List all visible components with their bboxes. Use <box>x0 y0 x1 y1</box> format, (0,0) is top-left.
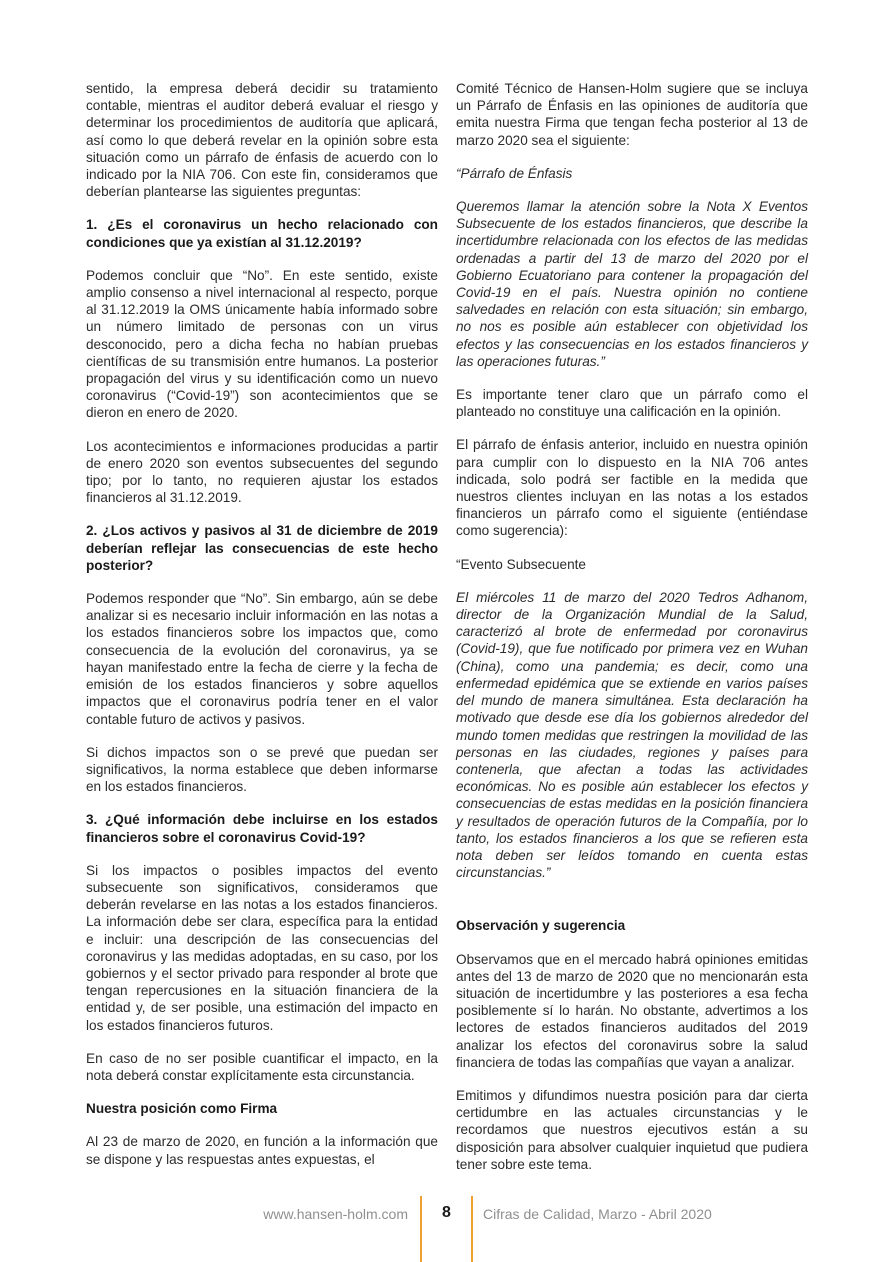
paragraph: Al 23 de marzo de 2020, en función a la información que se dispone y las respuestas antes expuestas, el <box>86 1134 438 1167</box>
paragraph: En caso de no ser posible cuantificar el impacto, en la nota deberá constar explícitamente esta circunstancia. <box>86 1050 438 1083</box>
paragraph: Comité Técnico de Hansen-Holm sugiere que se incluya un Párrafo de Énfasis en las opiniones de auditoría que emita nuestra Firma que tengan fecha posterior al 13 de marzo 2020 sea el siguiente: <box>456 81 808 148</box>
paragraph: Podemos concluir que “No”. En este sentido, existe amplio consenso a nivel internacional al respecto, porque al 31.12.2019 la OMS únicamente había informado sobre un número limitado de personas con un virus desconocido, pero a dicha fecha no habían pruebas científicas de su transmisión entre humanos. La posterior propagación del virus y su identificación como un nuevo coronavirus (“Covid-19”) son acontecimientos que se dieron en enero de 2020. <box>86 267 438 421</box>
website-link[interactable]: www.hansen-holm.com <box>263 1206 408 1222</box>
paragraph: sentido, la empresa deberá decidir su tratamiento contable, mientras el auditor deberá evaluar el riesgo y determinar los procedimientos de auditoría que aplicará, así como lo que deberá revelar en la opinión sobre esta situación como un párrafo de énfasis de acuerdo con lo indicado por la NIA 706. Con este fin, consideramos que deberían plantearse las siguientes preguntas: <box>86 81 438 200</box>
paragraph: Es importante tener claro que un párrafo como el planteado no constituye una calificación en la opinión. <box>456 387 808 420</box>
paragraph: Si dichos impactos son o se prevé que puedan ser significativos, la norma establece que deben informarse en los estados financieros. <box>86 744 438 795</box>
question-heading: 3. ¿Qué información debe incluirse en los estados financieros sobre el coronavirus Covid-19? <box>86 812 438 845</box>
right-column <box>456 80 808 1189</box>
section-heading: Observación y sugerencia <box>456 918 626 934</box>
paragraph: Emitimos y difundimos nuestra posición para dar cierta certidumbre en las actuales circunstancias y le recordamos que nuestros ejecutivos están a su disposición para absolver cualquier inquietud que pudiera tener sobre este tema. <box>456 1087 808 1172</box>
paragraph: Observamos que en el mercado habrá opiniones emitidas antes del 13 de marzo de 2020 que no mencionarán esta situación de incertidumbre y las posteriores a esa fecha posiblemente sí lo harán. No obstante, advertimos a los lectores de estados financieros auditados del 2019 analizar los efectos del coronavirus sobre la salud financiera de todas las compañías que vayan a analizar. <box>456 951 808 1070</box>
paragraph: El párrafo de énfasis anterior, incluido en nuestra opinión para cumplir con lo dispuesto en la NIA 706 antes indicada, solo podrá ser factible en la medida que nuestros clientes incluyan en las notas a los estados financieros un párrafo como el siguiente (entiéndase como sugerencia): <box>456 437 808 539</box>
left-column <box>86 80 438 1184</box>
subsequent-event-quote: El miércoles 11 de marzo del 2020 Tedros Adhanom, director de la Organización Mundial de la Salud, caracterizó al brote de enfermedad por coronavirus (Covid-19), que fue notificado por primera vez en Wuhan (China), como una pandemia; es decir, como una enfermedad epidémica que se extiende en varios países del mundo de manera simultánea. Esta declaración ha motivado que desde ese día los gobiernos alrededor del mundo tomen medidas que restringen la movilidad de las personas en las ciudades, regiones y países para contenerla, que afectan a todas las actividades económicas. No es posible aún establecer los efectos y consecuencias de estas medidas en la posición financiera y resultados de operación futuros de la Compañía, por lo tanto, los estados financieros a los que se refieren esta nota deben ser leídos tomando en cuenta estas circunstancias.” <box>456 589 808 881</box>
quote-title: “Párrafo de Énfasis <box>456 165 573 181</box>
paragraph: Podemos responder que “No”. Sin embargo, aún se debe analizar si es necesario incluir información en las notas a los estados financieros sobre los impactos que, como consecuencia de la evolución del coronavirus, ya se hayan manifestado entre la fecha de cierre y la fecha de emisión de los estados financieros y sobre aquellos impactos que el coronavirus podría tener en el valor contable futuro de activos y pasivos. <box>86 591 438 727</box>
spacer <box>456 897 808 917</box>
paragraph: Los acontecimientos e informaciones producidas a partir de enero 2020 son eventos subsecuentes del segundo tipo; por lo tanto, no requieren ajustar los estados financieros al 31.12.2019. <box>86 438 438 506</box>
footer-divider-right <box>471 1196 473 1262</box>
paragraph: Si los impactos o posibles impactos del evento subsecuente son significativos, consideramos que deberán revelarse en las notas a los estados financieros. La información debe ser clara, específica para la entidad e incluir: una descripción de las consecuencias del coronavirus y las medidas adoptadas, en su caso, por los gobiernos y el sector privado para responder al brote que tengan repercusiones en la situación financiera de la entidad y, de ser posible, una estimación del impacto en los estados financieros futuros. <box>86 862 438 1033</box>
quote-title: “Evento Subsecuente <box>456 556 586 572</box>
section-heading: Nuestra posición como Firma <box>86 1101 278 1117</box>
emphasis-quote: Queremos llamar la atención sobre la Nota X Eventos Subsecuente de los estados financieros, que describe la incertidumbre relacionada con los efectos de las medidas ordenadas a partir del 13 de marzo del 2020 por el Gobierno Ecuatoriano para contener la propagación del Covid-19 en el país. Nuestra opinión no contiene salvedades en relación con esta situación; sin embargo, no nos es posible aún establecer con objetividad los efectos y las consecuencias en los estados financieros y las operaciones futuras.” <box>456 199 808 369</box>
page-footer <box>0 1196 892 1262</box>
page-number: 8 <box>442 1204 451 1221</box>
question-heading: 2. ¿Los activos y pasivos al 31 de diciembre de 2019 deberían reflejar las consecuencias de este hecho posterior? <box>86 523 438 573</box>
publication-title: Cifras de Calidad, Marzo - Abril 2020 <box>483 1206 712 1222</box>
question-heading: 1. ¿Es el coronavirus un hecho relacionado con condiciones que ya existían al 31.12.2019? <box>86 217 438 250</box>
